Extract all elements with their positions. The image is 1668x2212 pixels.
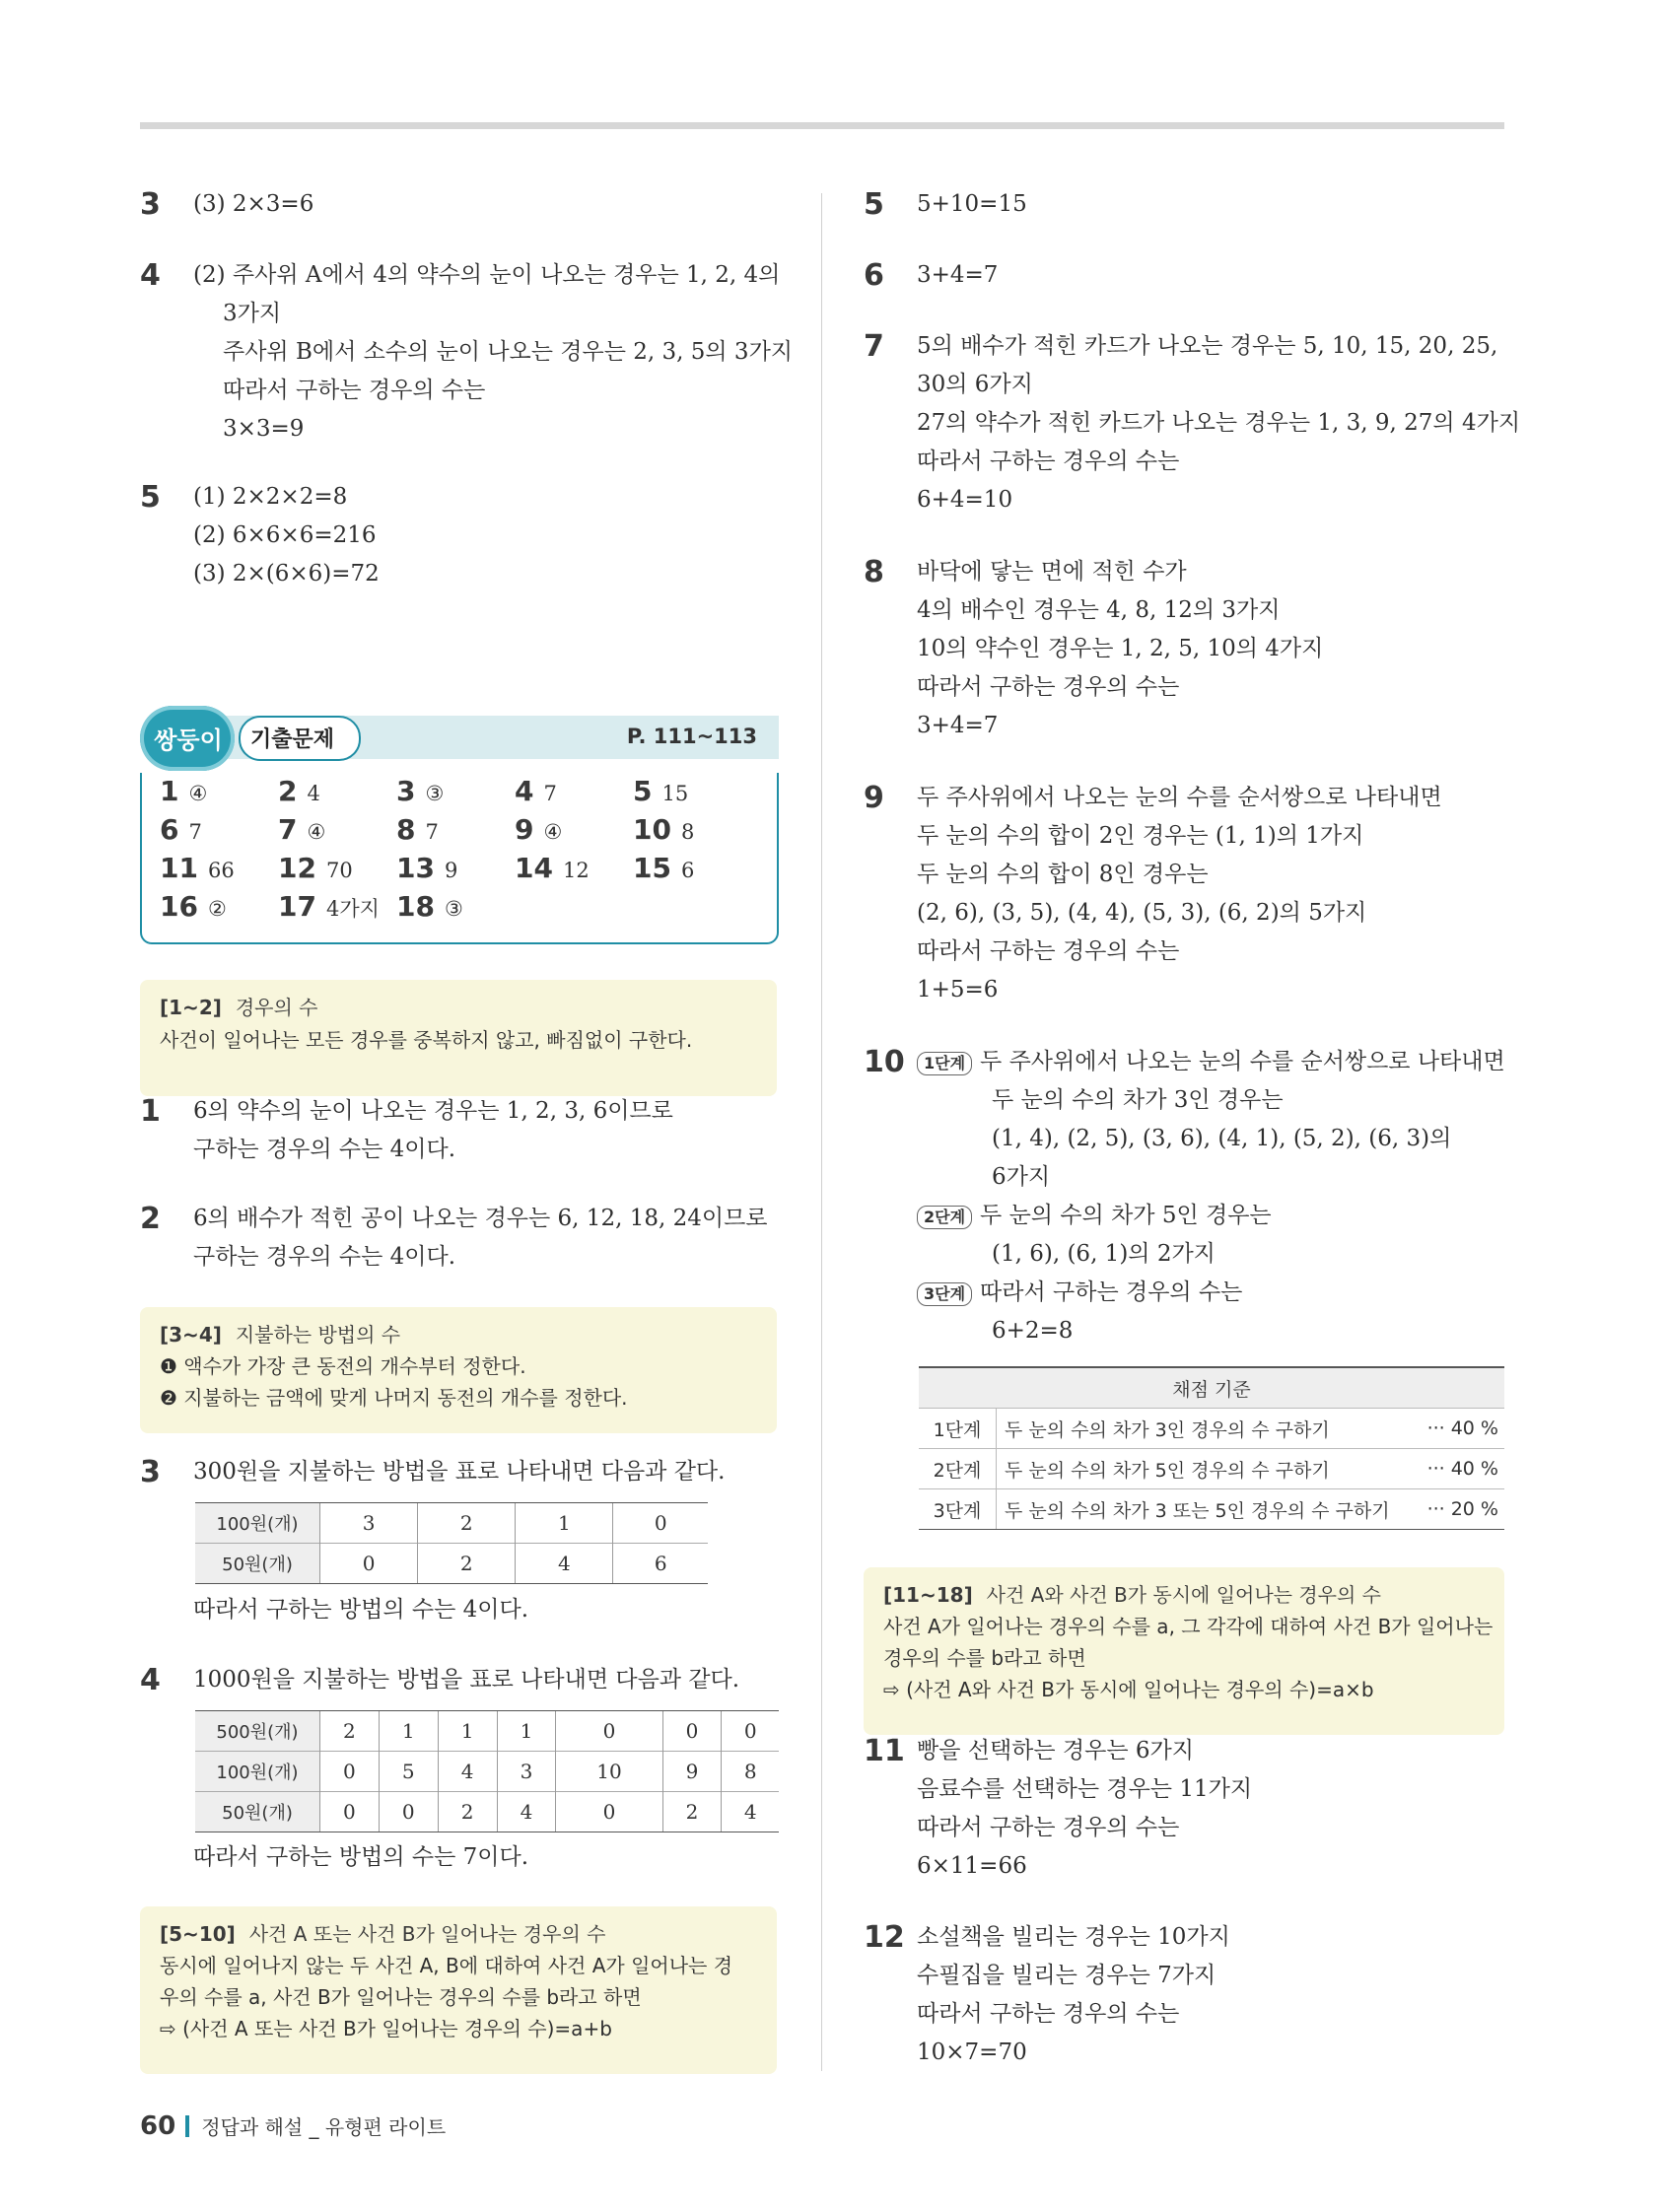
box-line: ⇨ (사건 A 또는 사건 B가 일어나는 경우의 수)=a+b [160, 2017, 612, 2040]
table-cell: 0 [320, 1792, 380, 1832]
table-cell: 1 [516, 1503, 613, 1544]
table-cell: 4 [438, 1752, 497, 1792]
box-line: 동시에 일어나지 않는 두 사건 A, B에 대하여 사건 A가 일어나는 경 [160, 1954, 733, 1977]
grading-header [919, 1367, 1504, 1409]
table-cell: 0 [556, 1792, 662, 1832]
table-cell: 1 [379, 1711, 438, 1752]
table-cell: 2 [662, 1792, 722, 1832]
text-line: 5+10=15 [917, 191, 1027, 217]
problem-number: 10 [864, 1045, 905, 1079]
answer-1: 1 ④ [160, 775, 208, 807]
answer-18: 18 ③ [396, 890, 463, 923]
table-row [195, 1752, 779, 1792]
footer-text: 정답과 해설 _ 유형편 라이트 [201, 2115, 447, 2139]
text-line: 6의 배수가 적힌 공이 나오는 경우는 6, 12, 18, 24이므로 [193, 1206, 768, 1231]
box-heading: [11~18] 사건 A와 사건 B가 동시에 일어나는 경우의 수 [883, 1583, 1381, 1607]
problem-number: 9 [864, 781, 884, 815]
text-line: 두 주사위에서 나오는 눈의 수를 순서쌍으로 나타내면 [917, 785, 1442, 810]
text-line: (2) 주사위 A에서 4의 약수의 눈이 나오는 경우는 1, 2, 4의 [193, 262, 781, 288]
problem-number: 4 [140, 258, 161, 293]
text-line: (1, 6), (6, 1)의 2가지 [992, 1241, 1216, 1267]
table-cell: 2 [418, 1544, 516, 1584]
answer-3: 3 ③ [396, 775, 445, 807]
text-line: 6의 약수의 눈이 나오는 경우는 1, 2, 3, 6이므로 [193, 1098, 673, 1124]
table-cell: 4 [497, 1792, 556, 1832]
problem-body [193, 256, 793, 449]
text-line: 따라서 구하는 경우의 수는 [223, 378, 486, 403]
table-cell: 0 [613, 1503, 708, 1544]
footer-bar [185, 2115, 189, 2137]
answer-12: 12 70 [278, 852, 353, 884]
problem-number: 1 [140, 1094, 161, 1129]
answer-6: 6 7 [160, 813, 202, 846]
text-line: 27의 약수가 적힌 카드가 나오는 경우는 1, 3, 9, 27의 4가지 [917, 410, 1521, 436]
problem-body [193, 1092, 673, 1169]
coin-table-1000 [195, 1710, 779, 1832]
text-line: 두 눈의 수의 합이 8인 경우는 [917, 862, 1209, 887]
table-cell: 6 [613, 1544, 708, 1584]
answer-14: 14 12 [515, 852, 590, 884]
text-line: 5의 배수가 적힌 카드가 나오는 경우는 5, 10, 15, 20, 25, [917, 333, 1498, 359]
coin-table-300 [195, 1502, 708, 1584]
text-line: 따라서 구하는 경우의 수는 [917, 1815, 1180, 1840]
table-cell: 0 [320, 1752, 380, 1792]
table-cell: 8 [722, 1752, 779, 1792]
grading-pct: ··· 40 % [1415, 1449, 1504, 1489]
table-cell: 9 [662, 1752, 722, 1792]
text-line: 3×3=9 [223, 416, 305, 442]
text-line: 소설책을 빌리는 경우는 10가지 [917, 1924, 1230, 1950]
row-header: 100원(개) [195, 1503, 320, 1544]
text-line: 두 눈의 수의 차가 3인 경우는 [992, 1087, 1284, 1113]
page-range: P. 111~113 [626, 725, 757, 748]
grading-step: 1단계 [919, 1409, 997, 1449]
problem-number: 7 [864, 329, 884, 364]
text-line: (2) 6×6×6=216 [193, 522, 377, 548]
problem-body [193, 1200, 768, 1277]
grading-table [919, 1366, 1504, 1530]
page-footer [140, 2111, 446, 2141]
table-cell: 3 [320, 1503, 418, 1544]
text-line: 6×11=66 [917, 1853, 1027, 1879]
concept-box-1-2 [140, 980, 777, 1096]
text-line: (3) 2×(6×6)=72 [193, 561, 380, 587]
table-cell: 3 [497, 1752, 556, 1792]
answer-17: 17 4가지 [278, 890, 380, 923]
problem-number: 6 [864, 258, 884, 293]
answer-10: 10 8 [633, 813, 695, 846]
table-cell: 4 [516, 1544, 613, 1584]
table-cell: 0 [722, 1711, 779, 1752]
problem-number: 12 [864, 1920, 905, 1955]
answer-15: 15 6 [633, 852, 695, 884]
text-line: 주사위 B에서 소수의 눈이 나오는 경우는 2, 3, 5의 3가지 [223, 339, 793, 365]
grading-step: 3단계 [919, 1489, 997, 1530]
section-title: 기출문제 [250, 727, 335, 752]
text-line: (3) 2×3=6 [193, 191, 314, 217]
problem-body [917, 327, 1520, 519]
problem-body [917, 553, 1323, 745]
problem-number: 3 [140, 1455, 161, 1489]
box-line: ❶ 액수가 가장 큰 동전의 개수부터 정한다. [160, 1354, 526, 1378]
grading-row [919, 1489, 1504, 1530]
section-header [140, 706, 779, 773]
answer-11: 11 66 [160, 852, 235, 884]
text-line: 따라서 구하는 경우의 수는 [917, 449, 1180, 474]
table-cell: 2 [418, 1503, 516, 1544]
problem-body [917, 1918, 1230, 2072]
badge-label: 쌍둥이 [154, 726, 223, 754]
grading-pct: ··· 20 % [1415, 1489, 1504, 1530]
answer-5: 5 15 [633, 775, 689, 807]
grading-step: 2단계 [919, 1449, 997, 1489]
grading-desc: 두 눈의 수의 차가 5인 경우의 수 구하기 [997, 1449, 1416, 1489]
text-line: 4의 배수인 경우는 4, 8, 12의 3가지 [917, 597, 1281, 623]
problem-intro: 1000원을 지불하는 방법을 표로 나타내면 다음과 같다. [193, 1667, 740, 1693]
problem-number: 5 [140, 480, 161, 515]
answer-7: 7 ④ [278, 813, 326, 846]
text-line: 10의 약수인 경우는 1, 2, 5, 10의 4가지 [917, 636, 1324, 661]
table-cell: 0 [320, 1544, 418, 1584]
text-line: 빵을 선택하는 경우는 6가지 [917, 1738, 1194, 1763]
box-line: 우의 수를 a, 사건 B가 일어나는 경우의 수를 b라고 하면 [160, 1985, 642, 2009]
step-2 [917, 1197, 1505, 1235]
text-line: 30의 6가지 [917, 372, 1033, 397]
text-line: 3+4=7 [917, 713, 999, 738]
text-line: 따라서 구하는 경우의 수는 [917, 938, 1180, 964]
table-cell: 2 [438, 1792, 497, 1832]
table-cell: 2 [320, 1711, 380, 1752]
top-rule [140, 122, 1504, 129]
text-line: 구하는 경우의 수는 4이다. [193, 1244, 456, 1270]
row-header: 100원(개) [195, 1752, 320, 1792]
text-line: 6가지 [992, 1164, 1051, 1190]
text-line: (2, 6), (3, 5), (4, 4), (5, 3), (6, 2)의 5가지 [917, 900, 1367, 926]
problem-body [193, 478, 380, 593]
problem-number: 3 [140, 187, 161, 222]
concept-box-3-4 [140, 1307, 777, 1433]
step-3 [917, 1274, 1505, 1312]
page-number: 60 [140, 2111, 176, 2141]
table-row [195, 1503, 708, 1544]
table-row [195, 1711, 779, 1752]
text-line: 10×7=70 [917, 2039, 1027, 2065]
row-header: 50원(개) [195, 1544, 320, 1584]
text-line: 두 눈의 수의 차가 5인 경우는 [980, 1203, 1272, 1228]
box-line: 경우의 수를 b라고 하면 [883, 1646, 1086, 1670]
answer-16: 16 ② [160, 890, 227, 923]
grading-title: 채점 기준 [919, 1367, 1504, 1409]
grading-row [919, 1409, 1504, 1449]
row-header: 500원(개) [195, 1711, 320, 1752]
problem-number: 11 [864, 1734, 905, 1768]
text-line: 6+4=10 [917, 487, 1013, 513]
text-line: 3+4=7 [917, 262, 999, 288]
step-badge: 3단계 [917, 1282, 972, 1306]
box-line: ⇨ (사건 A와 사건 B가 동시에 일어나는 경우의 수)=a×b [883, 1678, 1374, 1701]
step-badge: 1단계 [917, 1052, 972, 1075]
column-divider [821, 193, 822, 2071]
table-row [195, 1792, 779, 1832]
text-line: 1+5=6 [917, 977, 999, 1002]
text-line: 두 눈의 수의 합이 2인 경우는 (1, 1)의 1가지 [917, 823, 1364, 849]
step-badge: 2단계 [917, 1206, 972, 1229]
text-line: 수필집을 빌리는 경우는 7가지 [917, 1963, 1216, 1988]
text-line: 바닥에 닿는 면에 적힌 수가 [917, 559, 1187, 585]
step-1 [917, 1043, 1505, 1081]
answer-8: 8 7 [396, 813, 439, 846]
box-heading: [3~4] 지불하는 방법의 수 [160, 1323, 401, 1347]
answer-9: 9 ④ [515, 813, 563, 846]
box-heading: [1~2] 경우의 수 [160, 996, 318, 1019]
text-line: 3가지 [223, 301, 282, 326]
text-line: 두 주사위에서 나오는 눈의 수를 순서쌍으로 나타내면 [980, 1049, 1505, 1074]
table-row [195, 1544, 708, 1584]
table-cell: 0 [379, 1792, 438, 1832]
problem-conclusion: 따라서 구하는 방법의 수는 4이다. [193, 1597, 529, 1623]
concept-box-11-18 [864, 1567, 1504, 1735]
grading-pct: ··· 40 % [1415, 1409, 1504, 1449]
problem-body [193, 185, 313, 224]
text-line: 따라서 구하는 경우의 수는 [980, 1279, 1243, 1305]
problem-intro: 300원을 지불하는 방법을 표로 나타내면 다음과 같다. [193, 1459, 726, 1485]
row-header: 50원(개) [195, 1792, 320, 1832]
answer-2: 2 4 [278, 775, 320, 807]
answer-13: 13 9 [396, 852, 458, 884]
table-cell: 5 [379, 1752, 438, 1792]
text-line: 6+2=8 [992, 1318, 1074, 1344]
problem-number: 2 [140, 1202, 161, 1236]
box-line: 사건 A가 일어나는 경우의 수를 a, 그 각각에 대하여 사건 B가 일어나는 [883, 1615, 1494, 1638]
problem-conclusion: 따라서 구하는 방법의 수는 7이다. [193, 1844, 529, 1870]
table-cell: 0 [556, 1711, 662, 1752]
text-line: 따라서 구하는 경우의 수는 [917, 2001, 1180, 2027]
problem-body [917, 779, 1442, 1009]
problem-number: 4 [140, 1663, 161, 1697]
text-line: 음료수를 선택하는 경우는 11가지 [917, 1776, 1253, 1802]
problem-body [917, 256, 998, 295]
table-cell: 1 [497, 1711, 556, 1752]
box-line: 사건이 일어나는 모든 경우를 중복하지 않고, 빠짐없이 구한다. [160, 1028, 693, 1052]
text-line: (1, 4), (2, 5), (3, 6), (4, 1), (5, 2), (6, 3)의 [992, 1126, 1452, 1151]
problem-body [917, 185, 1027, 224]
problem-number: 5 [864, 187, 884, 222]
table-cell: 10 [556, 1752, 662, 1792]
text-line: 구하는 경우의 수는 4이다. [193, 1137, 456, 1162]
text-line: 따라서 구하는 경우의 수는 [917, 674, 1180, 700]
problem-number: 8 [864, 555, 884, 589]
concept-box-5-10 [140, 1906, 777, 2074]
table-cell: 0 [662, 1711, 722, 1752]
problem-body [917, 1732, 1252, 1886]
answer-4: 4 7 [515, 775, 557, 807]
grading-desc: 두 눈의 수의 차가 3 또는 5인 경우의 수 구하기 [997, 1489, 1416, 1530]
answer-grid [140, 773, 779, 944]
box-heading: [5~10] 사건 A 또는 사건 B가 일어나는 경우의 수 [160, 1922, 606, 1946]
table-cell: 4 [722, 1792, 779, 1832]
problem-body [917, 1043, 1505, 1350]
text-line: (1) 2×2×2=8 [193, 484, 348, 510]
box-line: ❷ 지불하는 금액에 맞게 나머지 동전의 개수를 정한다. [160, 1386, 628, 1410]
grading-row [919, 1449, 1504, 1489]
table-cell: 1 [438, 1711, 497, 1752]
grading-desc: 두 눈의 수의 차가 3인 경우의 수 구하기 [997, 1409, 1416, 1449]
